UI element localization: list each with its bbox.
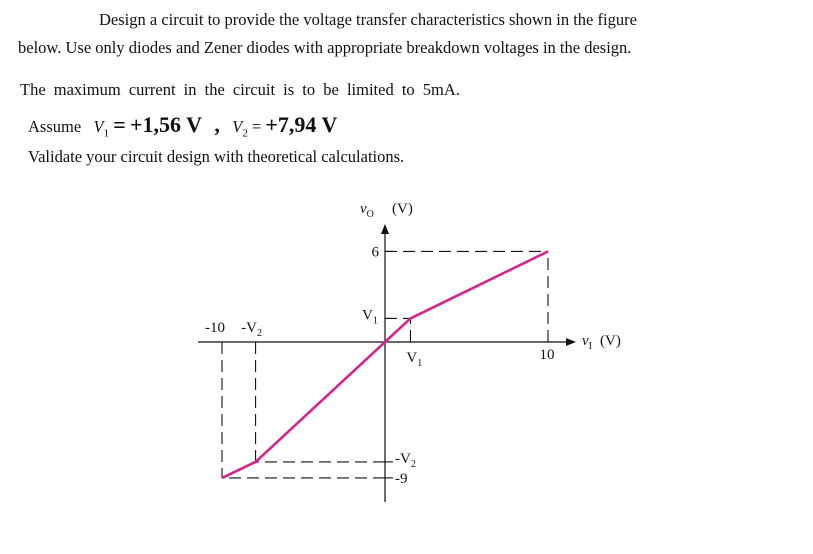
y-tick-label-neg-v2: $-V_2$ — [395, 450, 416, 470]
y-tick-label-v1: $V_1$ — [362, 307, 378, 327]
x-axis-unit: (V) — [600, 333, 621, 349]
problem-line-1: Design a circuit to provide the voltage transfer characteristics shown in the figure — [99, 10, 637, 29]
v1-symbol: V — [93, 117, 104, 136]
x-tick-label-neg-v2: $-V_2$ — [241, 320, 262, 339]
v1-value: +1,56 V — [129, 112, 202, 137]
y-axis-unit: (V) — [392, 201, 413, 217]
x-tick-label-neg10: -10 — [205, 320, 225, 336]
y-axis-title: $v_O$ — [360, 201, 374, 220]
assume-label: Assume — [28, 117, 82, 136]
x-tick-label-v1: $V_1$ — [406, 350, 423, 369]
y-tick-label-neg9: -9 — [395, 470, 408, 487]
labels-layer — [205, 201, 621, 487]
problem-line-5: Validate your circuit design with theoretical calculations. — [28, 147, 405, 166]
separator: , — [214, 112, 220, 137]
x-axis-arrow — [566, 338, 576, 346]
v1-equals: = — [113, 112, 126, 137]
problem-line-2: below. Use only diodes and Zener diodes with appropriate breakdown voltages in the design. — [18, 38, 632, 57]
v2-sub: 2 — [242, 127, 248, 140]
v1-sub: 1 — [103, 127, 110, 140]
v2-symbol: V — [232, 117, 243, 136]
x-tick-label-10: 10 — [539, 347, 555, 363]
y-tick-label-6: 6 — [371, 244, 379, 261]
x-axis-title: $v_I$ — [582, 333, 593, 352]
v2-value: +7,94 V — [265, 112, 338, 137]
problem-line-3: The maximum current in the circuit is to be limited to 5mA. — [20, 80, 460, 99]
v2-equals: = — [251, 117, 262, 136]
y-axis-arrow — [381, 224, 389, 234]
